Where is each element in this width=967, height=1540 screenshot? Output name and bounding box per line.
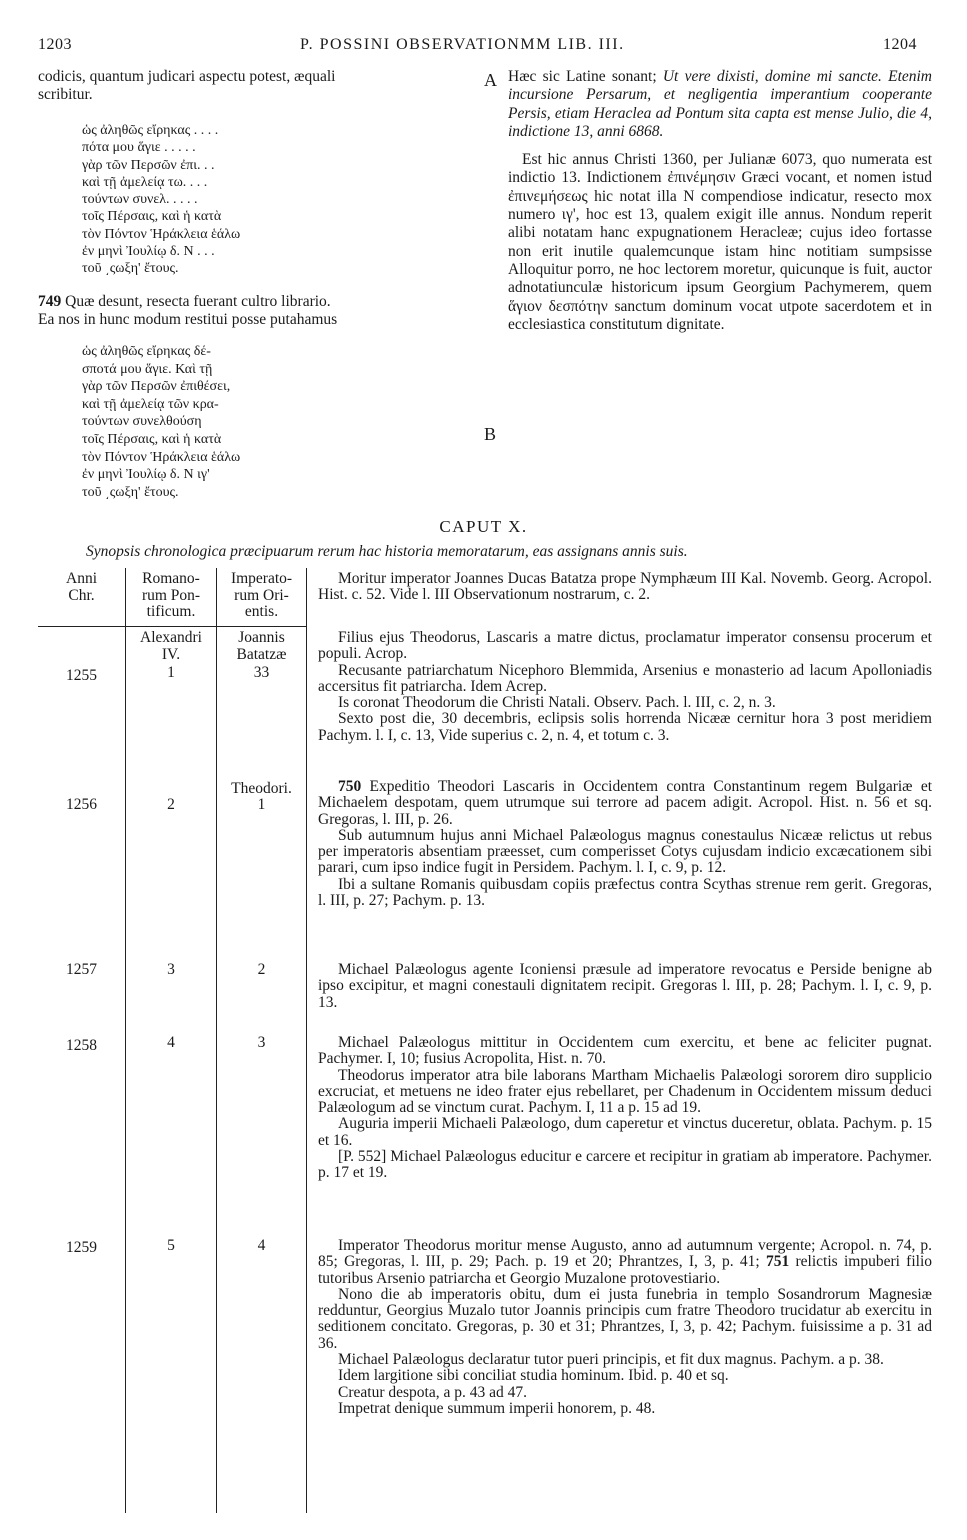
greek-line: ἐν μηνὶ Ἰουλίῳ δ. N . . . [82, 244, 215, 260]
year-cell: 1255 [66, 667, 97, 684]
entry-paragraph: Filius ejus Theodorus, Lascaris a matre dictus, proclamatur imperator consensu procerum et populi. Acrop. [318, 629, 932, 663]
latin-translation [508, 68, 932, 141]
entry-paragraph: Imperator Theodorus moritur mense Augusto, anno ad autumnum vergente; Acropol. n. 74, p. 85; Gregoras, l. III, p. 29; Pach. p. 19 et 20; Phrantzes, I, 3, p. 41; 751 relictis impuberi filio tutoribus Arsenio patriarcha et Georgio Muzalone protovestiario. [318, 1237, 933, 1287]
emperor-name: Joannis Batatzæ [236, 629, 287, 663]
running-title: P. POSSINI OBSERVATIONMM LIB. III. [300, 36, 625, 53]
greek-line: σποτά μου ἅγιε. Καὶ τῇ [82, 361, 213, 377]
entry-paragraph: [P. 552] Michael Palæologus educitur e carcere et recipitur in gratiam ab imperatore. Pachymer. p. 17 et 19. [318, 1148, 932, 1182]
entry-first: Moritur imperator Joannes Ducas Batatza prope Nymphæum III Kal. Novemb. Georg. Acropol. Hist. c. 52. Vide l. III Observationum nostrarum, c. 2. [318, 570, 932, 604]
greek-fragment-original [82, 122, 422, 278]
entry-paragraph: Auguria imperii Michaeli Palæologo, dum caperetur et vinctus duceretur, oblata. Pachym. p. 15 et 16. [318, 1115, 932, 1149]
entry-paragraph: Michael Palæologus declaratur tutor pueri principis, et fit dux magnus. Pachym. a p. 38. [338, 1351, 884, 1369]
left-page-number: 1203 [38, 36, 72, 53]
entry-paragraph: Idem largitione sibi conciliat studia hominum. Ibid. p. 40 et sq. [338, 1367, 729, 1385]
pontificate-year-cell: 1 [167, 664, 175, 681]
pontificate-year-cell: 5 [167, 1237, 175, 1254]
entry-paragraph: Recusante patriarchatum Nicephoro Blemmida, Arsenius e monasterio ad lacum Apolloniadis accersitus fit patriarcha. Idem Acrep. [318, 661, 932, 695]
pontificate-year-cell: 4 [167, 1034, 175, 1051]
entry-paragraph: Sexto post die, 30 decembris, eclipsis solis horrenda Nicææ cernitur hora 3 post meridiem Pachym. l. I, c. 13, Vide superius c. 2, n. 4, et totum c. 3. [318, 710, 932, 744]
entries-1258 [318, 1035, 932, 1182]
greek-line: ὡς ἀληθῶς εἴρηκας δέ- [82, 344, 211, 359]
margin-marker-a: A [484, 70, 497, 90]
entry-paragraph: Creatur despota, a p. 43 ad 47. [338, 1383, 527, 1401]
column-rule [306, 568, 307, 1513]
year-cell: 1256 [66, 796, 97, 813]
left-intro-line-2: scribitur. [38, 86, 93, 103]
reign-year-cell: 4 [257, 1237, 266, 1254]
greek-line: τὸν Πόντον Ἡράκλεια ἑάλω [82, 449, 241, 465]
commentary-paragraph: Est hic annus Christi 1360, per Julianæ 6073, quo numerata est indictio 13. Indictionem ἐπινέμησιν Græci vocant, et nomen istud ἐπινεμήσεως hic notat illa N compendiose indicatur, resecto mox numero ιγ', hoc est 13, qualem exigit ille annus. Nondum reperit alibi notatam hanc expugnationem Heracleæ; cujus ideo fortasse non erit inutile qualemcunque istam hinc notitiam sumpsisse Alloquitur porro, ne hoc lectorem moretur, quicunque is fuit, auctor adnotatiunculæ historicum ipsum Georgium Pachymerem, quem ἅγιον δεσπότην sanctum dominum vocat utpote sacerdotem et in ecclesiastica constitutum dignitate. [508, 151, 932, 333]
entry-paragraph: Ibi a sultane Romanis quibusdam copiis præfectus contra Scythas strenue rem gerit. Gregoras, l. III, p. 27; Pachym. p. 13. [318, 875, 932, 910]
greek-line: τοῖς Πέρσαις, καὶ ἡ κατὰ [82, 431, 222, 447]
reign-year-cell: 33 [253, 664, 270, 681]
year-cell: 1258 [66, 1037, 97, 1054]
greek-line: πότα μου ἅγιε . . . . . [82, 140, 196, 156]
entry-paragraph: Michael Palæologus mittitur in Occidentem cum exercitu, et bene ac feliciter pugnat. Pachymer. I, 10; fusius Acropolita, Hist. n. 70. [318, 1034, 932, 1068]
entries-1257 [318, 962, 932, 1011]
entry-paragraph: 750 Expeditio Theodori Lascaris in Occidentem contra Constantinum regem Bulgariæ et Michaelem despotam, quem utrumque sui terrore ad pacem adigit. Acropol. Hist. n. 56 et sq. Gregoras, l. III, p. 26. [318, 778, 933, 828]
latin-translation-italic: Ut vere dixisti, domine mi sancte. Etenim incursione Persarum, et negligentia imperantium cooperante Persis, etiam Heraclea ad Pontum sita capta est mense Julio, die 4, indictione 13, anni 6868. [508, 68, 932, 140]
greek-line: τὸν Πόντον Ἡράκλεια ἑάλω [82, 226, 241, 242]
greek-line: τοῦ ͵ςωξη' ἔτους. [82, 484, 179, 500]
header-rule [38, 626, 306, 627]
pontificate-year-cell: 2 [167, 796, 175, 813]
greek-line: τοῖς Πέρσαις, καὶ ἡ κατὰ [82, 209, 222, 225]
entry-paragraph: Theodorus imperator atra bile laborans Martham Michaelis Palæologi sororem diro supplicio excruciat, et metuens ne ideo frater ejus rebellaret, per Chadenum in Occidentem missum deduci Palæologum ad se vinctum curat. Pachym. I, 11 a p. 15 ad 19. [318, 1066, 932, 1117]
greek-line: ὡς ἀληθῶς εἴρηκας . . . . [82, 123, 219, 138]
right-column-text [508, 68, 932, 334]
greek-line: καὶ τῇ ἀμελείᾳ τω. . . . [82, 174, 208, 190]
year-cell: 1257 [66, 961, 97, 978]
right-page-number: 1204 [883, 36, 917, 53]
pontificate-year-cell: 3 [167, 961, 175, 978]
chapter-heading: CAPUT X. [439, 517, 528, 536]
entry-paragraph: Is coronat Theodorum die Christi Natali. Observ. Pach. l. III, c. 2, n. 3. [338, 694, 776, 712]
greek-line: τούντων συνελ. . . . . [82, 192, 198, 208]
chapter-subtitle: Synopsis chronologica præcipuarum rerum hac historia memoratarum, eas assignans annis suis. [86, 543, 688, 560]
section-number-750: 750 [338, 778, 362, 795]
section-number-751: 751 [766, 1253, 790, 1271]
header-imperatorum-orientis: Imperato- rum Ori- entis. [230, 570, 293, 620]
header-anni: Anni Chr. [66, 570, 97, 604]
header-romanorum-pontificum: Romano- rum Pon- tificum. [141, 570, 201, 620]
latin-translation-intro: Hæc sic Latine sonant; [508, 68, 657, 85]
greek-line: τούντων συνελθούση [82, 414, 202, 430]
section-number-749: 749 [38, 293, 62, 310]
left-intro-line-1: codicis, quantum judicari aspectu potest, æquali [38, 68, 336, 85]
paragraph-749-line-2: Ea nos in hunc modum restitui posse putahamus [38, 311, 338, 328]
greek-line: γὰρ τῶν Περσῶν ἐπιθέσει, [82, 379, 231, 395]
entries-1256 [318, 779, 932, 909]
greek-line: τοῦ ͵ςωξη' ἔτους. [82, 261, 179, 277]
reign-year-cell: 3 [257, 1034, 266, 1051]
emperor-name-2: Theodori. [231, 780, 292, 797]
pontiff-name: Alexandri IV. [140, 629, 202, 663]
greek-fragment-restored [82, 343, 422, 501]
year-cell: 1259 [66, 1239, 97, 1256]
greek-line: ἐν μηνὶ Ἰουλίῳ δ. N ιγ' [82, 467, 210, 483]
reign-year-cell: 1 [257, 796, 266, 813]
greek-line: καὶ τῇ ἀμελείᾳ τῶν κρα- [82, 396, 219, 412]
left-intro [38, 68, 478, 104]
entries-1259 [318, 1238, 932, 1417]
greek-line: γὰρ τῶν Περσῶν ἐπι. . . [82, 157, 215, 173]
reign-year-cell: 2 [257, 961, 266, 978]
entry-paragraph: Nono die ab imperatoris obitu, dum ei justa funebria in templo Sosandrorum Magnesiæ redduntur, Georgius Muzalo tutor Joannis principis cum fratre Theodoro trucidatur ab exercitu in seditionem concitato. Gregoras, p. 30 et 31; Phrantzes, I, 3, p. 42; Pachym. fuisissime a p. 31 ad 36. [318, 1285, 932, 1352]
paragraph-749-line-1: Quæ desunt, resecta fuerant cultro librario. [65, 293, 331, 310]
paragraph-749 [38, 293, 478, 329]
margin-marker-b: B [484, 424, 497, 444]
entries-1255 [318, 630, 932, 744]
entry-paragraph: Michael Palæologus agente Iconiensi præsule ad imperatore revocatus e Perside benigne ab ipso excipitur, et magni conestauli dignitatem recipit. Gregoras l. III, p. 28; Pachym. l. I, c. 9, p. 13. [318, 961, 932, 1011]
entry-paragraph: Impetrat denique summum imperii honorem, p. 48. [338, 1399, 656, 1417]
entry-paragraph: Sub autumnum hujus anni Michael Palæologus magnus conestaulus Nicææ relictus ut rebus per imperatoris absentiam præesset, cum comperisset Cotys cujusdam indicio excæcationem sibi parari, cum ipso indice fugit in Persidem. Pachym. l. I, c. 9, p. 12. [318, 826, 932, 877]
